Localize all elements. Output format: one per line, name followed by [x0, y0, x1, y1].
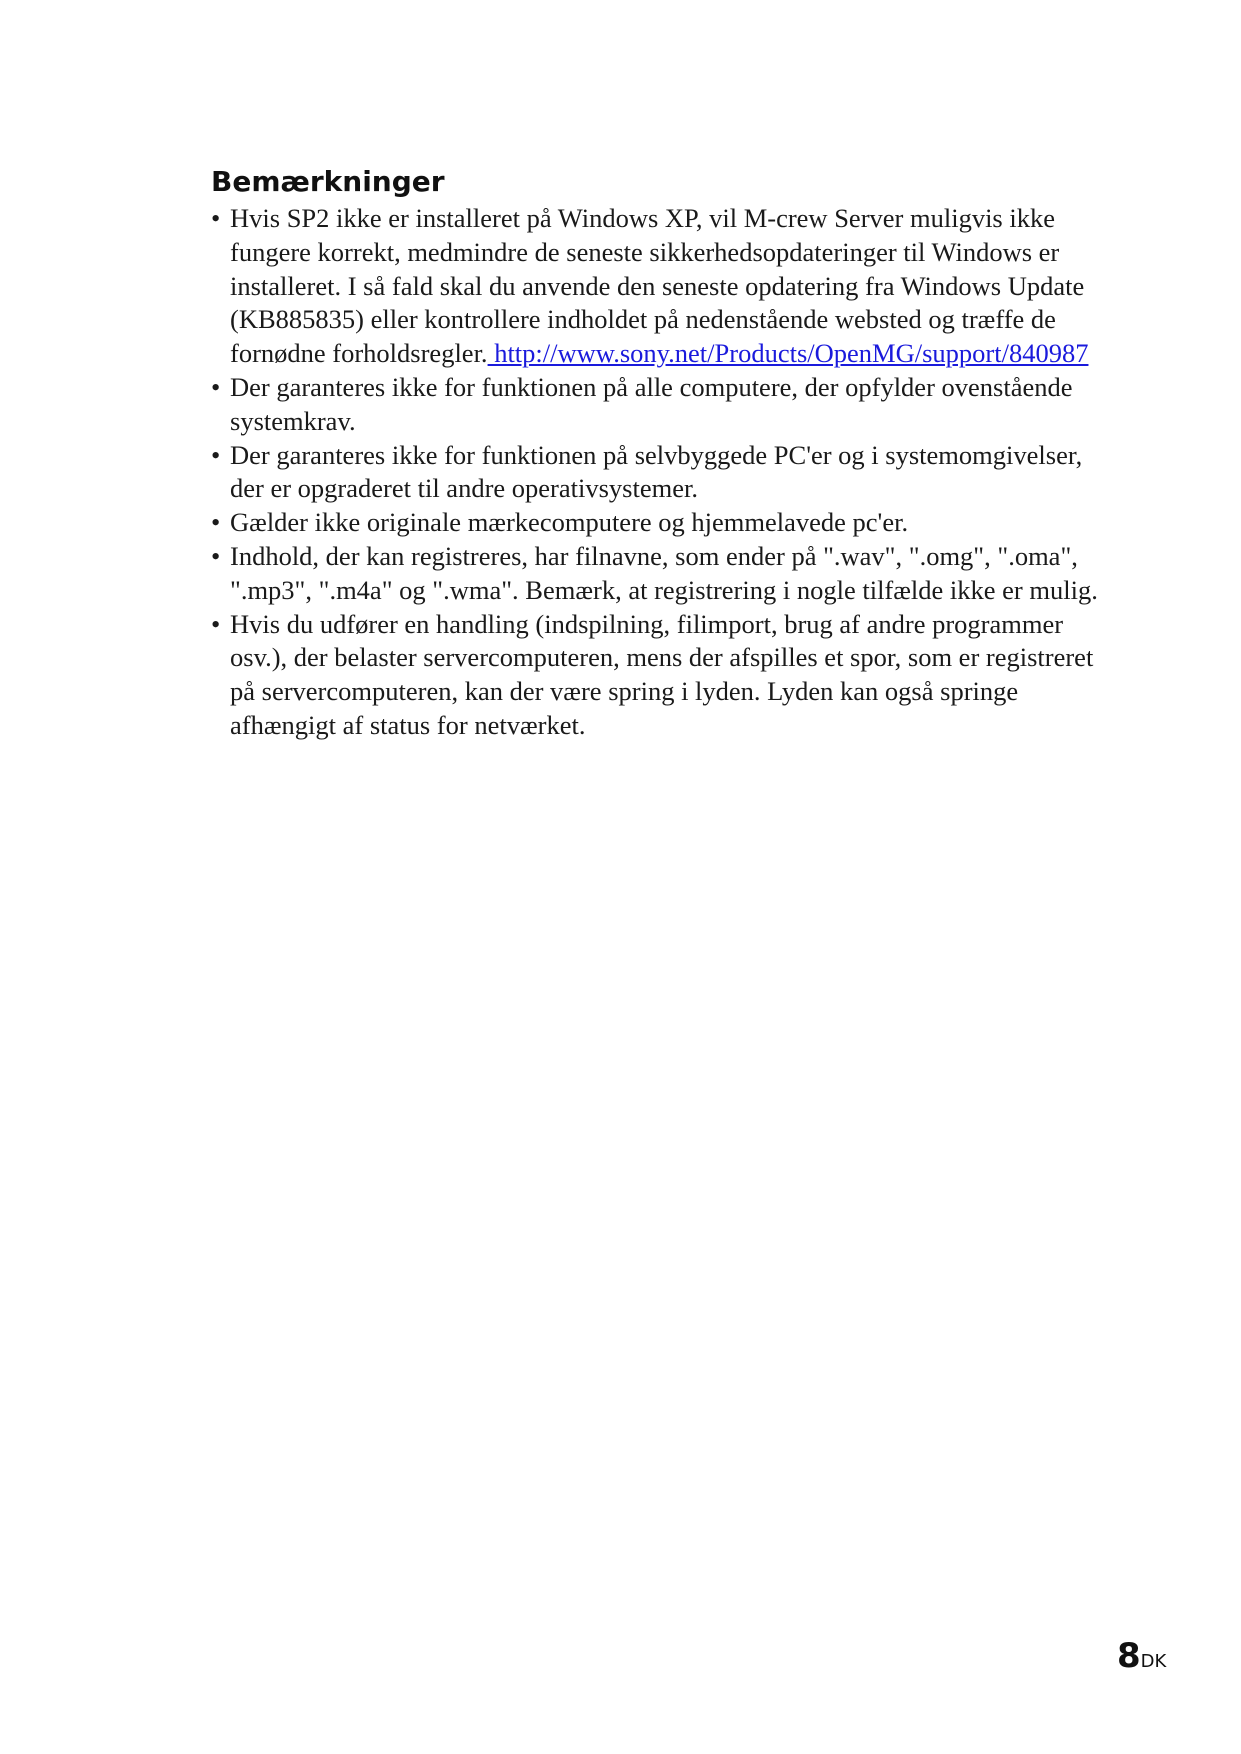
bullet-icon: • [211, 439, 221, 470]
notes-heading: Bemærkninger [211, 165, 445, 198]
page-number-value: 8 [1117, 1636, 1140, 1676]
list-item [211, 540, 1111, 608]
list-item [211, 439, 1111, 507]
note-text: Der garanteres ikke for funktionen på alle computere, der opfylder ovenstående systemkrav. [230, 371, 1073, 436]
page-number [1117, 1636, 1166, 1676]
note-text: Hvis SP2 ikke er installeret på Windows XP, vil M-crew Server muligvis ikke fungere korrekt, medmindre de seneste sikkerhedsopdateringer til Windows er installeret. I så fald skal du anvende den seneste opdatering fra Windows Update (KB885835) eller kontrollere indholdet på nedenstående websted og træffe de fornødne forholdsregler. [230, 203, 1085, 369]
note-text: Indhold, der kan registreres, har filnavne, som ender på ".wav", ".omg", ".oma", ".mp3", ".m4a" og ".wma". Bemærk, at registrering i nogle tilfælde ikke er mulig. [230, 540, 1098, 605]
list-item [211, 608, 1111, 743]
list-item [211, 506, 1111, 540]
bullet-icon: • [211, 540, 221, 571]
bullet-icon: • [211, 371, 221, 402]
bullet-icon: • [211, 203, 221, 233]
note-text: Hvis du udfører en handling (indspilning, filimport, brug af andre programmer osv.), der belaster servercomputeren, mens der afspilles et spor, som er registreret på servercomputeren, kan der være spring i lyden. Lyden kan også springe afhængigt af status for netværket. [230, 608, 1094, 740]
bullet-icon: • [211, 507, 221, 538]
list-item [211, 202, 1111, 371]
bullet-icon: • [211, 608, 221, 639]
note-text: Gælder ikke originale mærkecomputere og hjemmelavede pc'er. [230, 507, 909, 538]
notes-list [211, 202, 1111, 743]
support-link[interactable]: http://www.sony.net/Products/OpenMG/support/840987 [487, 338, 1089, 369]
language-code: DK [1140, 1651, 1167, 1672]
notes-section [211, 164, 1111, 743]
note-text: Der garanteres ikke for funktionen på selvbyggede PC'er og i systemomgivelser, der er opgraderet til andre operativsystemer. [230, 439, 1083, 504]
list-item [211, 371, 1111, 439]
